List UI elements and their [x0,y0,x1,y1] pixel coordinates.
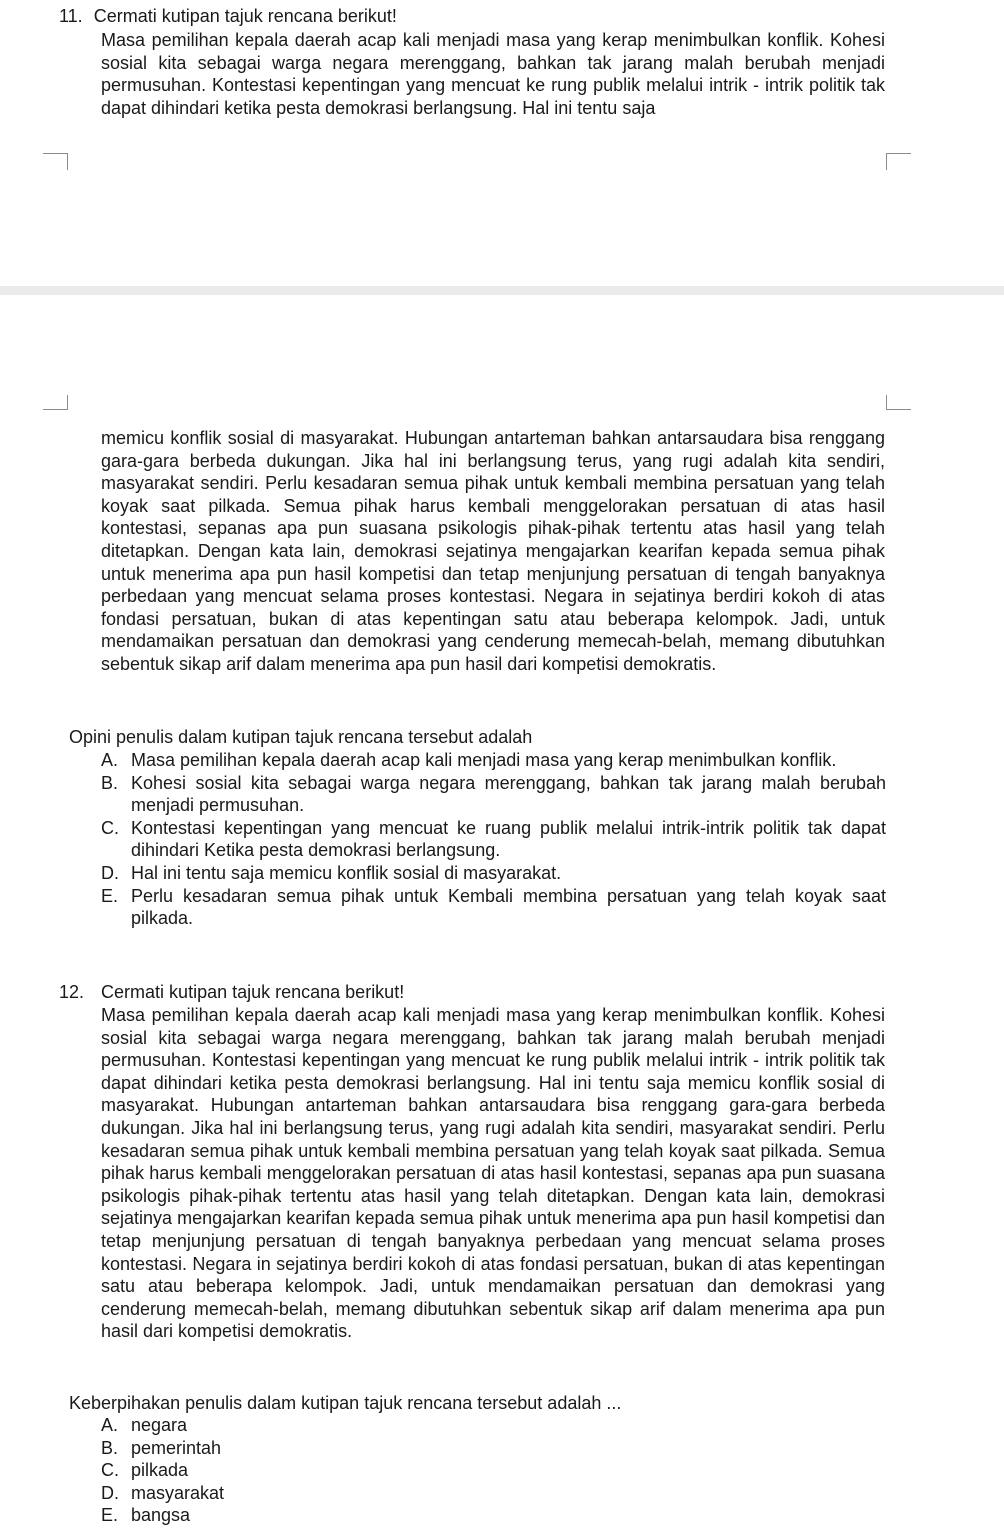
option-key: A. [101,750,119,770]
question-12-number: 12. [59,982,85,1002]
option-11-a[interactable] [101,749,886,772]
option-11-d[interactable] [101,862,886,885]
option-key: A. [101,1415,119,1435]
option-11-e[interactable] [101,885,886,930]
option-12-b[interactable] [101,1437,501,1460]
question-12-prompt: Keberpihakan penulis dalam kutipan tajuk rencana tersebut adalah ... [69,1393,622,1413]
option-12-c[interactable] [101,1459,501,1482]
option-text: Masa pemilihan kepala daerah acap kali menjadi masa yang kerap menimbulkan konflik. [131,750,837,770]
option-11-c[interactable] [101,817,886,862]
option-key: E. [101,885,119,906]
question-11-passage-part1: Masa pemilihan kepala daerah acap kali menjadi masa yang kerap menimbulkan konflik. Kohesi sosial kita sebagai warga negara merenggang, bahkan tak jarang malah berubah menjadi permusuhan. Kontestasi kepentingan yang mencuat ke rung publik melalui intrik - intrik politik tak dapat dihindari ketika pesta demokrasi berlangsung. Hal ini tentu saja [101,30,885,118]
question-11-options [101,749,886,930]
option-text: Kohesi sosial kita sebagai warga negara merenggang, bahkan tak jarang malah berubah menjadi permusuhan. [131,772,886,816]
option-text: Kontestasi kepentingan yang mencuat ke ruang publik melalui intrik-intrik politik tak dapat dihindari Ketika pesta demokrasi berlangsung. [131,817,886,861]
option-key: B. [101,1437,119,1458]
page-crop-corner-bottom-right [886,395,911,410]
question-12-passage: Masa pemilihan kepala daerah acap kali menjadi masa yang kerap menimbulkan konflik. Kohesi sosial kita sebagai warga negara merenggang, bahkan tak jarang malah berubah menjadi permusuhan. Kontestasi kepentingan yang mencuat ke rung publik melalui intrik - intrik politik tak dapat dihindari ketika pesta demokrasi berlangsung. Hal ini tentu saja memicu konflik sosial di masyarakat. Hubungan antarteman bahkan antarsaudara bisa renggang gara-gara berbeda dukungan. Jika hal ini berlangsung terus, yang rugi adalah kita sendiri, masyarakat sendiri. Perlu kesadaran semua pihak untuk kembali membina persatuan yang telah koyak saat pilkada. Semua pihak harus kembali menggelorakan persatuan di atas hasil kontestasi, sepanas apa pun suasana psikologis pihak-pihak tertentu atas hasil yang telah ditetapkan. Dengan kata lain, demokrasi sejatinya mengajarkan kearifan kepada semua pihak untuk menerima apa pun hasil kompetisi dan tetap menjunjung persatuan di tengah banyaknya perbedaan yang mencuat selama proses kontestasi. Negara in sejatinya berdiri kokoh di atas fondasi persatuan, bukan di atas kepentingan satu atau beberapa kelompok. Jadi, untuk mendamaikan persatuan dan demokrasi yang cenderung memecah-belah, memang dibutuhkan sebentuk sikap arif dalam menerima apa pun hasil dari kompetisi demokratis. [101,1005,885,1342]
option-11-b[interactable] [101,772,886,817]
question-11-prompt: Opini penulis dalam kutipan tajuk rencana tersebut adalah [69,727,533,747]
option-12-e[interactable] [101,1504,501,1527]
option-text: negara [131,1415,188,1435]
page-crop-corner-bottom-left [43,395,68,410]
option-text: Perlu kesadaran semua pihak untuk Kembali membina persatuan yang telah koyak saat pilkada. [131,885,886,929]
option-key: C. [101,1460,119,1481]
option-text: pilkada [131,1460,189,1481]
option-12-d[interactable] [101,1482,501,1505]
option-12-a[interactable] [101,1414,501,1437]
question-12-instruction: Cermati kutipan tajuk rencana berikut! [101,982,405,1002]
option-key: C. [101,817,119,838]
question-11-number: 11. [59,6,83,26]
option-key: D. [101,862,119,883]
question-11-instruction: Cermati kutipan tajuk rencana berikut! [93,6,397,26]
question-12-options [101,1414,501,1527]
option-text: masyarakat [131,1482,225,1503]
option-key: B. [101,772,119,793]
option-text: pemerintah [131,1437,222,1458]
option-text: Hal ini tentu saja memicu konflik sosial di masyarakat. [131,862,562,883]
question-11-header [59,5,397,27]
page-crop-corner-top-right [886,153,911,170]
page-separator [0,286,1004,295]
option-text: bangsa [131,1505,191,1526]
option-key: E. [101,1505,119,1526]
page-crop-corner-top-left [43,153,68,170]
question-11-passage-part2: memicu konflik sosial di masyarakat. Hubungan antarteman bahkan antarsaudara bisa renggang gara-gara berbeda dukungan. Jika hal ini berlangsung terus, yang rugi adalah kita sendiri, masyarakat sendiri. Perlu kesadaran semua pihak untuk kembali membina persatuan yang telah koyak saat pilkada. Semua pihak harus kembali menggelorakan persatuan di atas hasil kontestasi, sepanas apa pun suasana psikologis pihak-pihak tertentu atas hasil yang telah ditetapkan. Dengan kata lain, demokrasi sejatinya mengajarkan kearifan kepada semua pihak untuk menerima apa pun hasil kompetisi dan tetap menjunjung persatuan di tengah banyaknya perbedaan yang mencuat selama proses kontestasi. Negara in sejatinya berdiri kokoh di atas fondasi persatuan, bukan di atas kepentingan satu atau beberapa kelompok. Jadi, untuk mendamaikan persatuan dan demokrasi yang cenderung memecah-belah, memang dibutuhkan sebentuk sikap arif dalam menerima apa pun hasil dari kompetisi demokratis. [101,428,885,674]
option-key: D. [101,1482,119,1503]
question-12-header [59,981,404,1003]
